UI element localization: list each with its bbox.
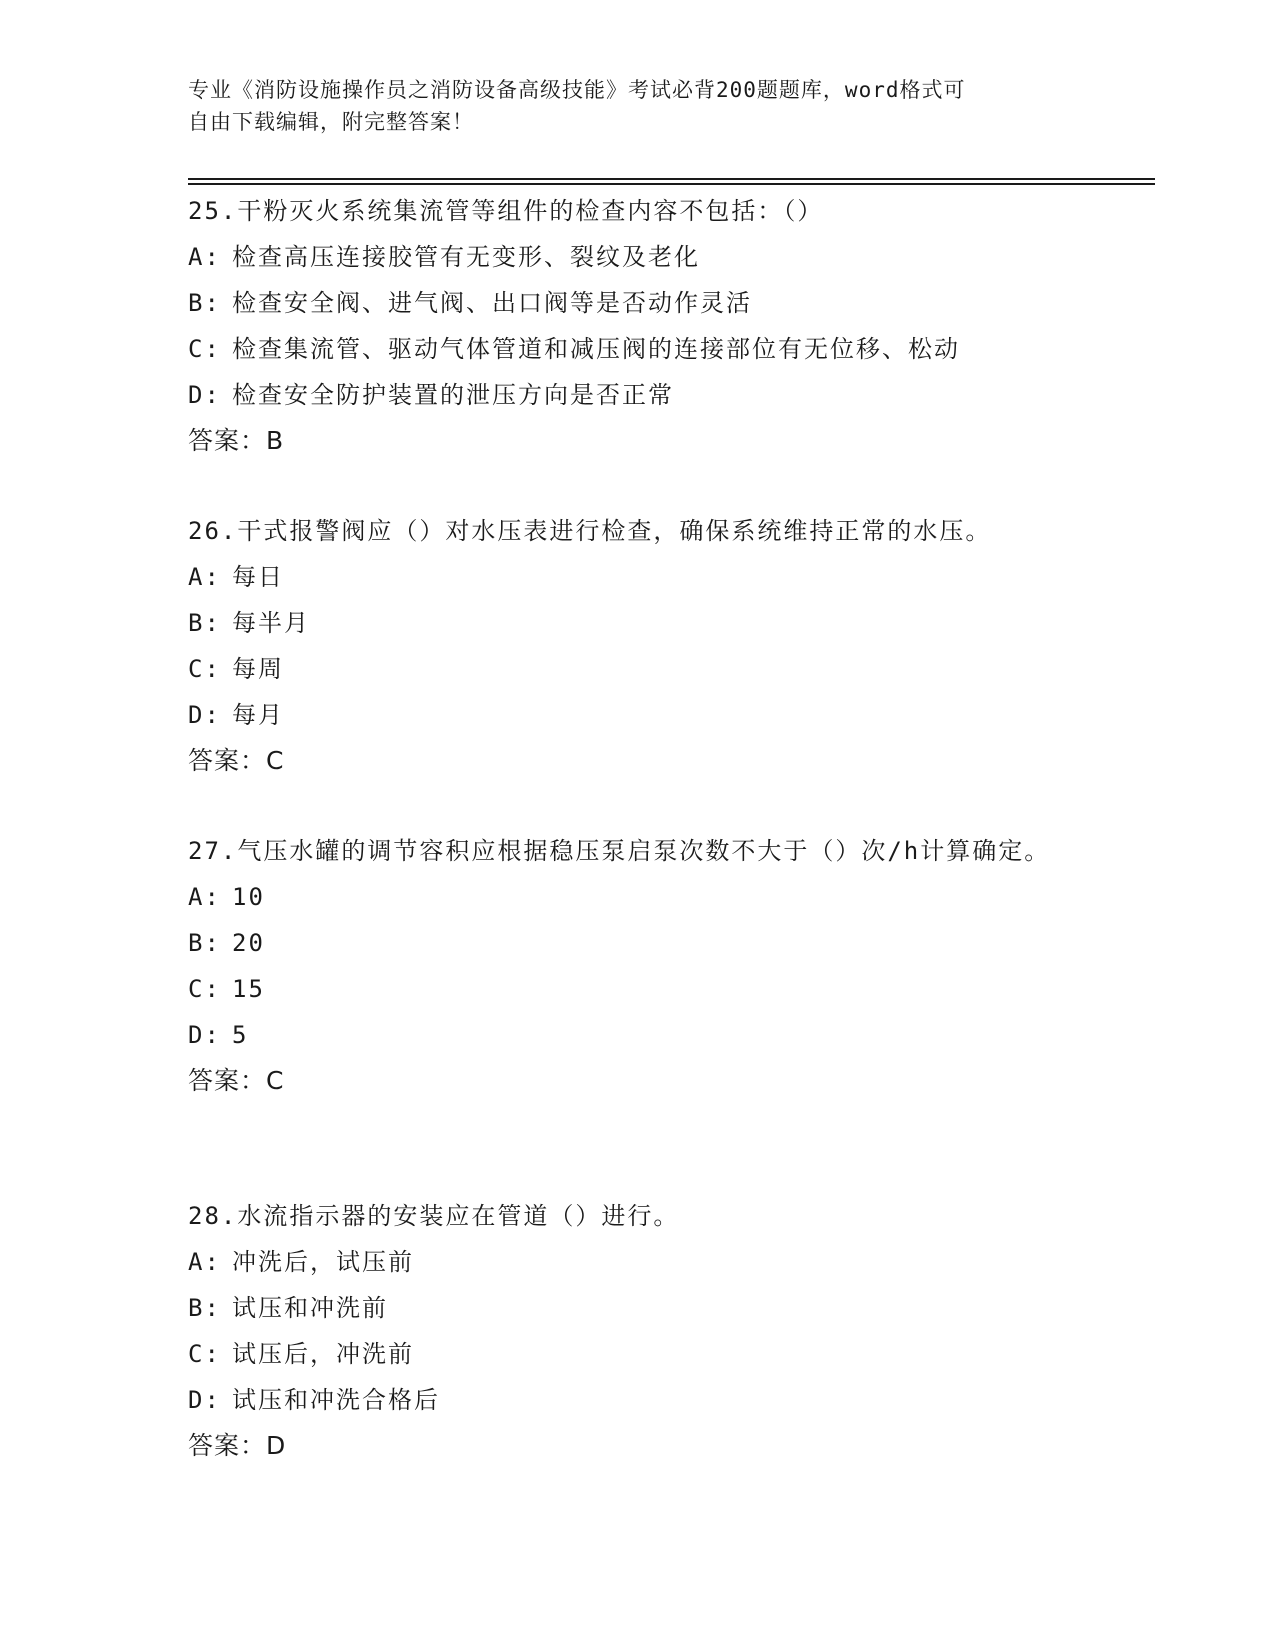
option-a [188,234,1088,280]
option-d [188,1012,1088,1058]
option-letter: D: [188,381,221,409]
option-a [188,554,1088,600]
option-text: 冲洗后，试压前 [232,1248,414,1276]
option-letter: C: [188,335,221,363]
option-text: 检查高压连接胶管有无变形、裂纹及老化 [232,243,700,271]
option-letter: B: [188,929,221,957]
option-text: 每日 [232,563,284,591]
header-divider-bottom [188,183,1155,185]
option-letter: A: [188,563,221,591]
option-c [188,326,1088,372]
option-letter: B: [188,289,221,317]
option-text: 20 [232,929,265,957]
header-line-2: 自由下载编辑，附完整答案！ [188,110,474,134]
option-d [188,372,1088,418]
question-stem: 28.水流指示器的安装应在管道（）进行。 [188,1202,680,1230]
question-stem: 25.干粉灭火系统集流管等组件的检查内容不包括：（） [188,197,824,225]
option-c [188,646,1088,692]
question-stem: 26.干式报警阀应（）对水压表进行检查，确保系统维持正常的水压。 [188,517,992,545]
option-text: 检查安全阀、进气阀、出口阀等是否动作灵活 [232,289,752,317]
option-text: 试压后，冲洗前 [232,1340,414,1368]
option-text: 15 [232,975,265,1003]
question-block [188,508,1088,784]
option-a [188,874,1088,920]
option-b [188,920,1088,966]
option-letter: A: [188,1248,221,1276]
option-c [188,1331,1088,1377]
option-a [188,1239,1088,1285]
option-text: 10 [232,883,265,911]
option-letter: D: [188,1386,221,1414]
option-letter: C: [188,655,221,683]
option-text: 每半月 [232,609,310,637]
answer-label: 答案：B [188,426,285,455]
option-c [188,966,1088,1012]
option-b [188,600,1088,646]
option-letter: A: [188,243,221,271]
option-text: 检查集流管、驱动气体管道和减压阀的连接部位有无位移、松动 [232,335,960,363]
header-line-1: 专业《消防设施操作员之消防设备高级技能》考试必背200题题库，word格式可 [188,78,966,102]
option-letter: B: [188,1294,221,1322]
option-text: 5 [232,1021,249,1049]
option-b [188,1285,1088,1331]
option-text: 试压和冲洗合格后 [232,1386,440,1414]
option-letter: A: [188,883,221,911]
answer-label: 答案：D [188,1431,287,1460]
option-d [188,692,1088,738]
option-text: 每周 [232,655,284,683]
option-letter: D: [188,1021,221,1049]
option-letter: D: [188,701,221,729]
question-block [188,828,1088,1104]
option-letter: B: [188,609,221,637]
option-letter: C: [188,975,221,1003]
option-text: 每月 [232,701,284,729]
option-text: 检查安全防护装置的泄压方向是否正常 [232,381,674,409]
option-text: 试压和冲洗前 [232,1294,388,1322]
header-divider-top [188,178,1155,180]
document-header [188,74,1068,138]
option-b [188,280,1088,326]
question-stem: 27.气压水罐的调节容积应根据稳压泵启泵次数不大于（）次/h计算确定。 [188,837,1051,865]
answer-label: 答案：C [188,1066,285,1095]
question-block [188,188,1088,464]
answer-label: 答案：C [188,746,285,775]
option-letter: C: [188,1340,221,1368]
question-block [188,1193,1088,1469]
option-d [188,1377,1088,1423]
